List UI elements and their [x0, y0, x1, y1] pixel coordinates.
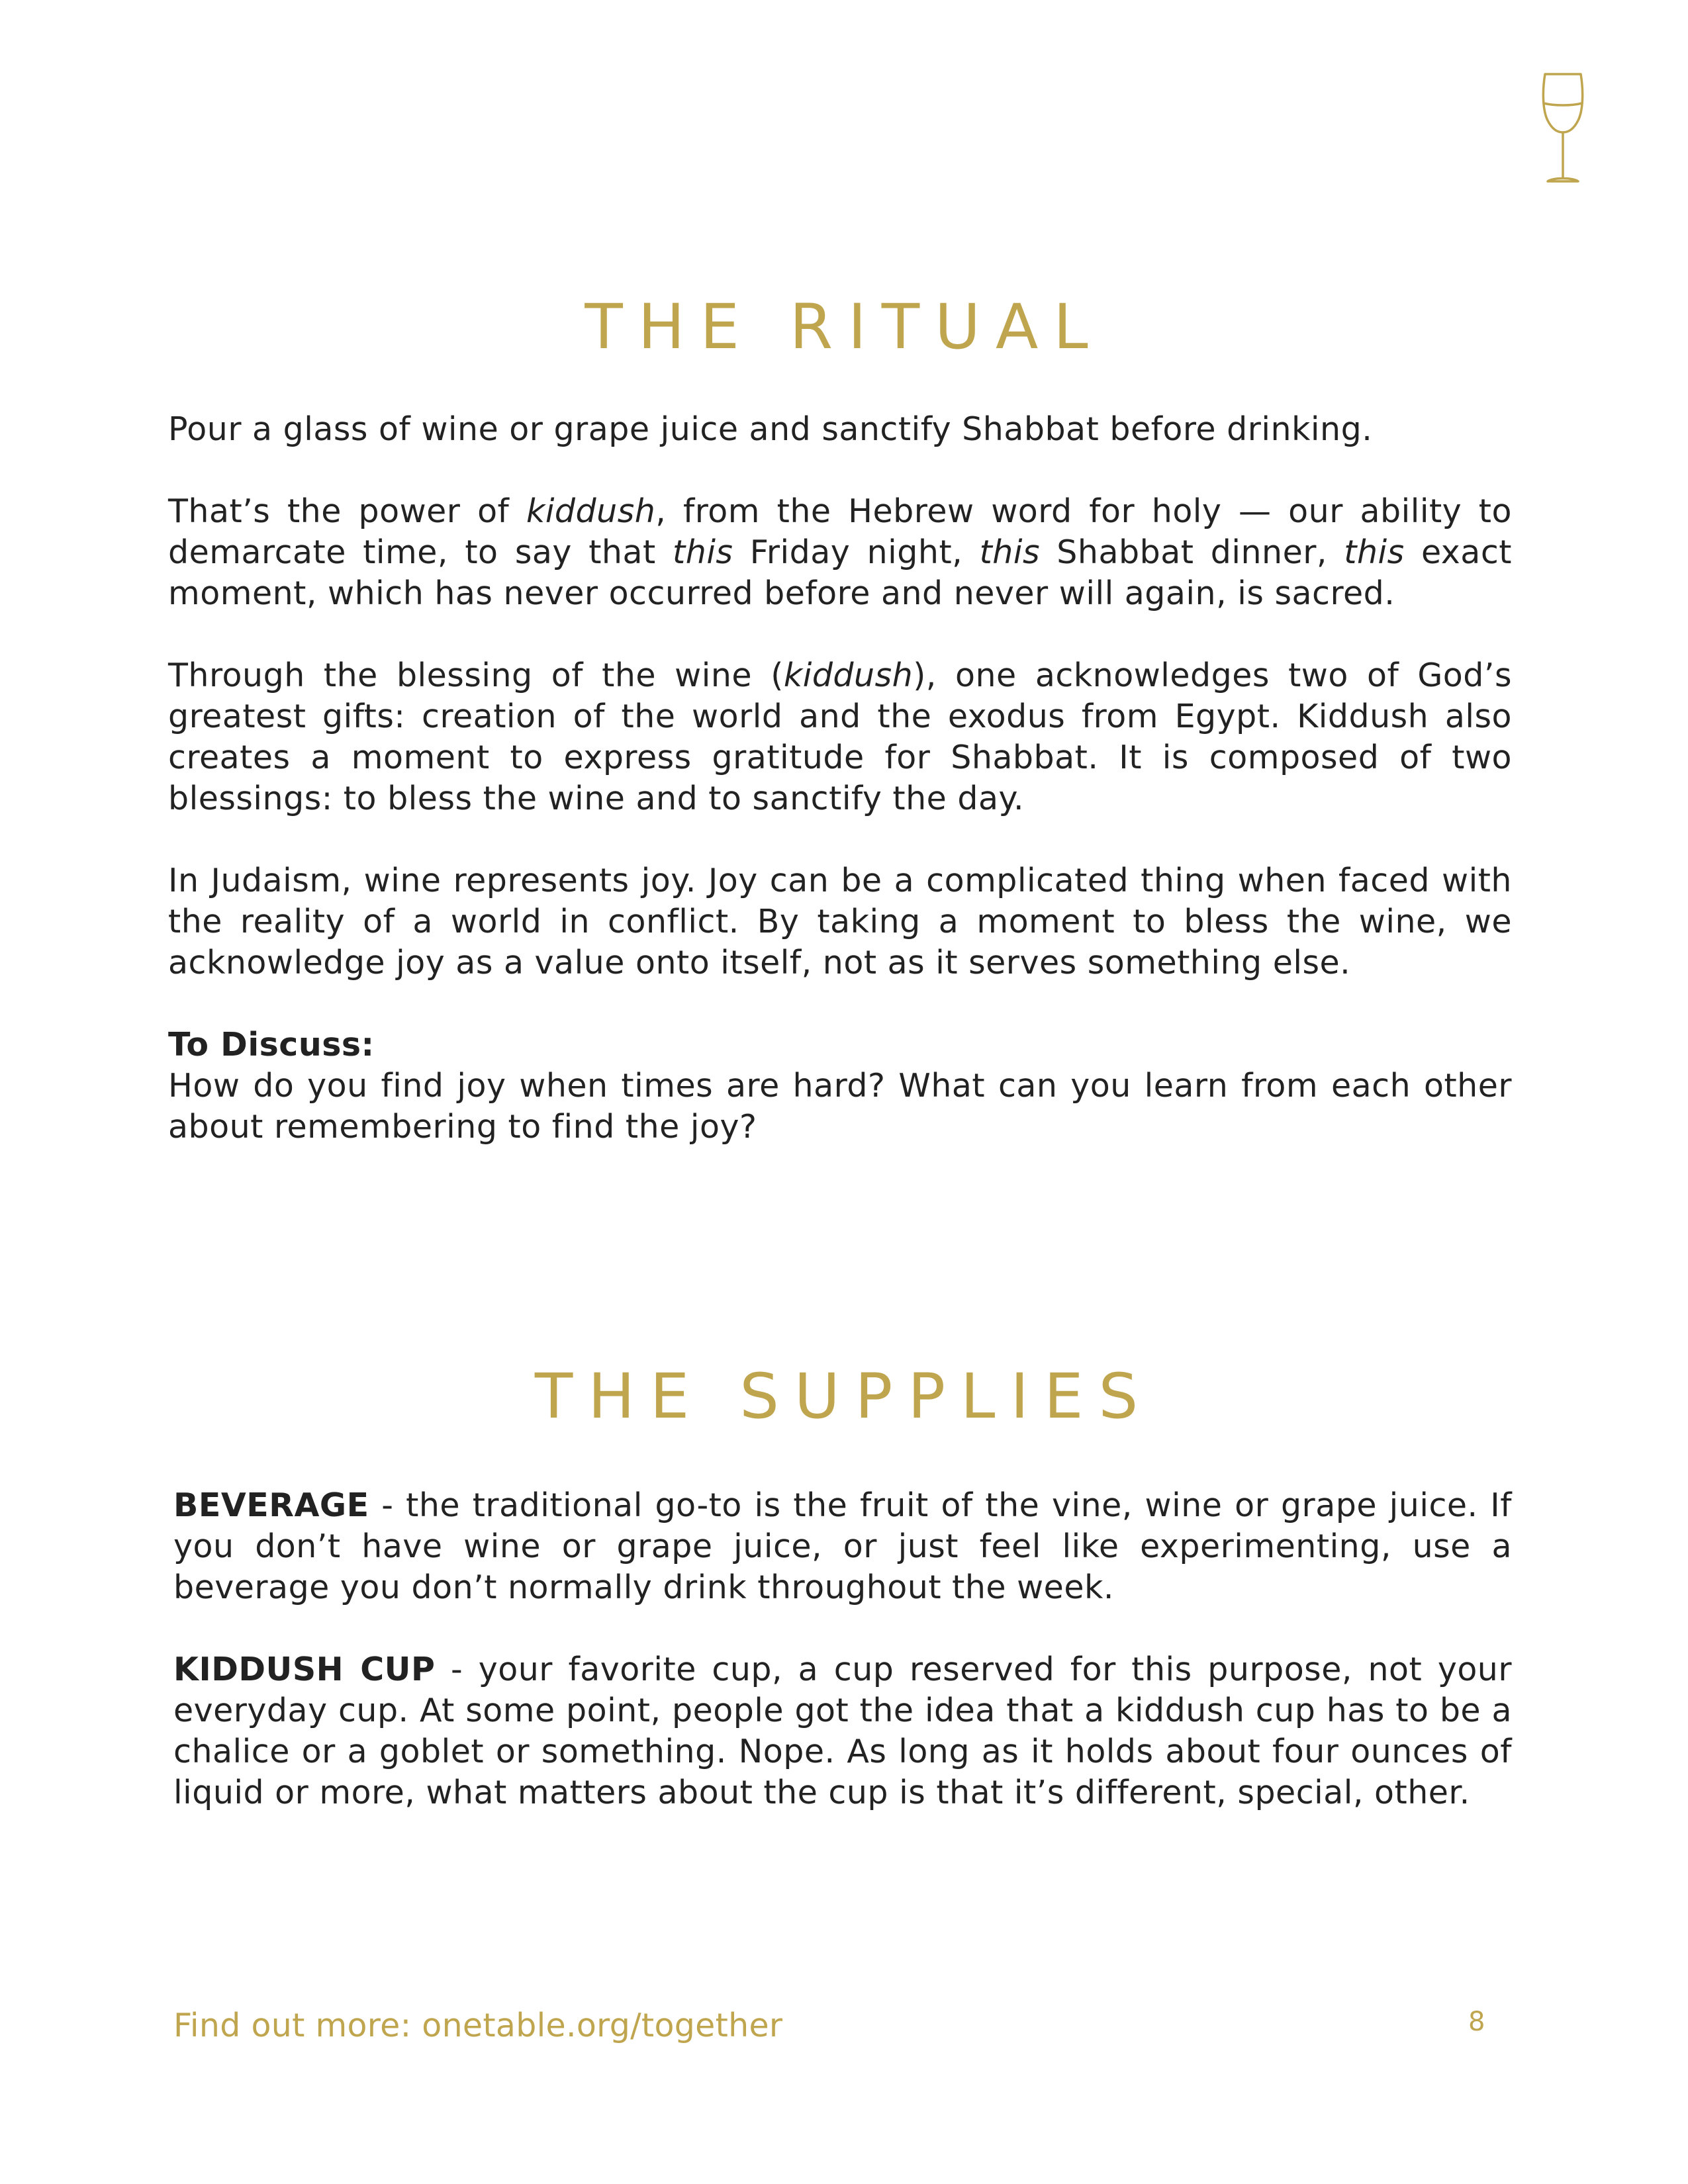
- page-number: 8: [1468, 2007, 1485, 2037]
- ritual-kiddush-paragraph: [168, 491, 1512, 614]
- kiddush-cup-description: - your favorite cup, a cup reserved for this purpose, not your everyday cup. At some point, people got the idea that a kiddush cup has to be a chalice or a goblet or something. Nope. As long as it holds about four ounces of liquid or more, what matters about the cup is that it’s different, special, other.: [173, 1651, 1513, 1811]
- ritual-blessing-paragraph: [168, 655, 1512, 819]
- emphasis-this: this: [979, 533, 1040, 571]
- text-run: Shabbat dinner,: [1039, 533, 1344, 571]
- text-run: exact moment, which has never occurred before and never will again, is sacred.: [168, 533, 1512, 612]
- beverage-description: - the traditional go-to is the fruit of the vine, wine or grape juice. If you don’t have wine or grape juice, or just feel like experimenting, use a beverage you don’t normally drink throughout the week.: [173, 1486, 1512, 1606]
- wine-glass-icon: [1540, 71, 1586, 185]
- ritual-joy-paragraph: In Judaism, wine represents joy. Joy can be a complicated thing when faced with the reality of a world in conflict. By taking a moment to bless the wine, we acknowledge joy as a value onto itself, not as it serves something else.: [168, 862, 1512, 981]
- supplies-section-title: THE SUPPLIES: [534, 1361, 1154, 1433]
- discuss-label: [168, 1024, 1512, 1066]
- supplies-body: [173, 1485, 1512, 1813]
- ritual-section-title: THE RITUAL: [585, 291, 1103, 363]
- ritual-body: [168, 409, 1512, 1148]
- kiddush-term: kiddush: [526, 492, 656, 530]
- kiddush-cup-item: [173, 1649, 1512, 1813]
- text-run: ), one acknowledges two of God’s greatest gifts: creation of the world and the exodus from Egypt. Kiddush also creates a moment to express gratitude for Shabbat. It is composed of two blessings: to bless the wine and to sanctify the day.: [168, 657, 1512, 817]
- beverage-label: BEVERAGE: [173, 1486, 369, 1524]
- text-run: , from the Hebrew word for holy — our ability to demarcate time, to say that: [168, 492, 1512, 571]
- discuss-heading: To Discuss:: [168, 1026, 375, 1064]
- footer-link[interactable]: Find out more: onetable.org/together: [173, 2007, 783, 2044]
- ritual-intro-paragraph: Pour a glass of wine or grape juice and sanctify Shabbat before drinking.: [168, 410, 1373, 448]
- beverage-item: [173, 1485, 1512, 1608]
- emphasis-this: this: [673, 533, 733, 571]
- text-run: Friday night,: [733, 533, 980, 571]
- text-run: That’s the power of: [168, 492, 526, 530]
- emphasis-this: this: [1344, 533, 1405, 571]
- text-run: Through the blessing of the wine (: [168, 657, 784, 694]
- discuss-question: How do you find joy when times are hard? What can you learn from each other about remembering to find the joy?: [168, 1067, 1512, 1146]
- kiddush-cup-label: KIDDUSH CUP: [173, 1651, 436, 1688]
- kiddush-term: kiddush: [783, 657, 914, 694]
